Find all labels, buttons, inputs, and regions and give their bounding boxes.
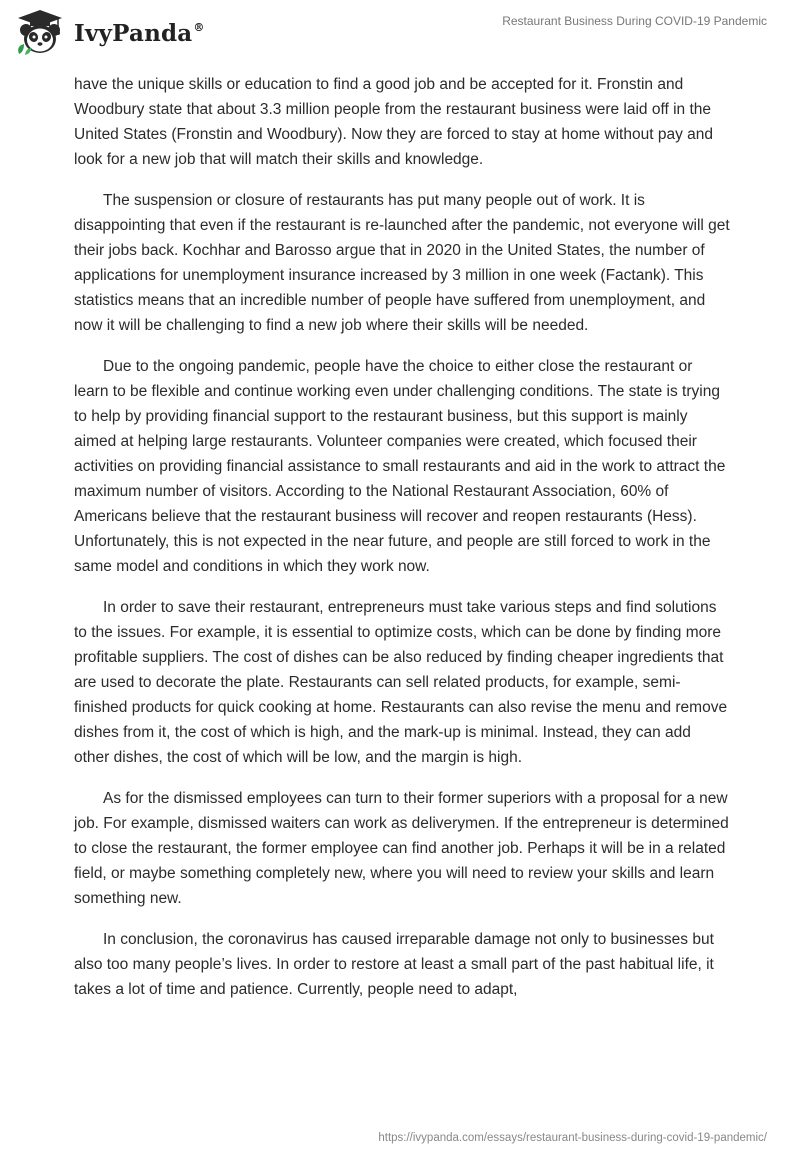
paragraph: Due to the ongoing pandemic, people have the choice to either close the restaurant or learn to be flexible and continue working even under challenging conditions. The state is trying to help by providing financial support to the restaurant business, but this support is mainly aimed at helping large restaurants. Volunteer companies were created, which focused their activities on providing financial assistance to small restaurants and aid in the work to attract the maximum number of visitors. According to the National Restaurant Association, 60% of Americans believe that the restaurant business will recover and reopen restaurants (Hess). Unfortunately, this is not expected in the near future, and people are still forced to work in the same model and conditions in which they work now. <box>74 358 726 575</box>
page-header <box>0 0 800 64</box>
source-url-link[interactable]: https://ivypanda.com/essays/restaurant-business-during-covid-19-pandemic/ <box>378 1132 767 1144</box>
registered-mark: ® <box>193 20 205 34</box>
paragraph-continuation: have the unique skills or education to find a good job and be accepted for it. Fronstin and Woodbury state that about 3.3 million people from the restaurant business were laid off in the United States (Fronstin and Woodbury). Now they are forced to stay at home without pay and look for a new job that will match their skills and knowledge. <box>74 76 713 168</box>
essay-body <box>74 72 730 1018</box>
paragraph: In conclusion, the coronavirus has caused irreparable damage not only to businesses but also too many people’s lives. In order to restore at least a small part of the past habitual life, it takes a lot of time and patience. Currently, people need to adapt, <box>74 931 714 998</box>
panda-graduate-icon <box>14 8 66 56</box>
paragraph: In order to save their restaurant, entrepreneurs must take various steps and find solutions to the issues. For example, it is essential to optimize costs, which can be done by finding more profitable suppliers. The cost of dishes can be also reduced by finding cheaper ingredients that are used to decorate the plate. Restaurants can sell related products, for example, semi-finished products for quick cooking at home. Restaurants can also revise the menu and remove dishes from it, the cost of which is high, and the mark-up is minimal. Instead, they can add other dishes, the cost of which will be low, and the margin is high. <box>74 599 728 766</box>
ivypanda-logo[interactable] <box>14 8 205 56</box>
document-title: Restaurant Business During COVID-19 Pandemic <box>502 14 767 28</box>
paragraph: As for the dismissed employees can turn to their former superiors with a proposal for a new job. For example, dismissed waiters can work as deliverymen. If the entrepreneur is determined to close the restaurant, the former employee can find another job. Perhaps it will be in a related field, or maybe something completely new, where you will need to review your skills and learn something new. <box>74 790 729 907</box>
paragraph: The suspension or closure of restaurants has put many people out of work. It is disappointing that even if the restaurant is re-launched after the pandemic, not everyone will get their jobs back. Kochhar and Barosso argue that in 2020 in the United States, the number of applications for unemployment insurance increased by 3 million in one week (Factank). This statistics means that an incredible number of people have suffered from unemployment, and now it will be challenging to find a new job where their skills will be needed. <box>74 192 730 334</box>
brand-name: IvyPanda® <box>74 19 205 47</box>
